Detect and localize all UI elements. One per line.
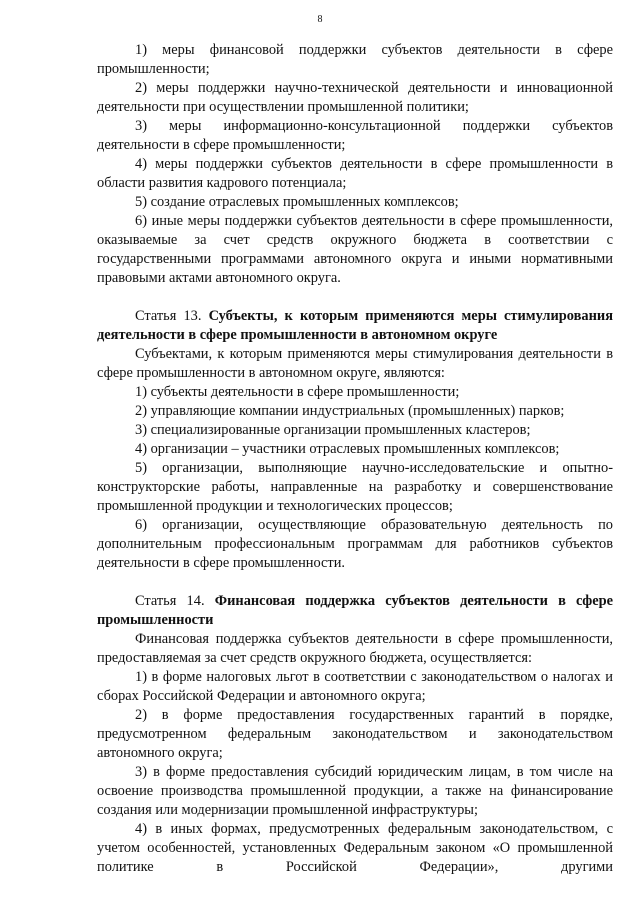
list-item: 5) создание отраслевых промышленных комплексов; xyxy=(135,194,459,210)
article-number: Статья 13. xyxy=(135,308,202,324)
article-13 xyxy=(97,307,613,573)
list-item: 1) в форме налоговых льгот в соответствии с законодательством о налогах и сборах Российской Федерации и автономного округа; xyxy=(97,669,613,704)
list-item: 2) меры поддержки научно-технической деятельности и инновационной деятельности при осуществлении промышленной политики; xyxy=(97,80,613,115)
article-title: Финансовая поддержка субъектов деятельности в сфере промышленности xyxy=(97,593,613,628)
list-item: 3) специализированные организации промышленных кластеров; xyxy=(135,422,531,438)
section-gap xyxy=(97,288,613,307)
document-body xyxy=(97,41,613,877)
article-intro: Финансовая поддержка субъектов деятельности в сфере промышленности, предоставляемая за счет средств окружного бюджета, осуществляется: xyxy=(97,631,613,666)
article-number: Статья 14. xyxy=(135,593,205,609)
section-gap xyxy=(97,573,613,592)
page-number: 8 xyxy=(317,14,323,25)
list-item: 5) организации, выполняющие научно-исследовательские и опытно-конструкторские работы, направленные на разработку и совершенствование промышленной продукции и технологических процессов; xyxy=(97,460,613,514)
list-item: 4) в иных формах, предусмотренных федеральным законодательством, с учетом особенностей, установленных Федеральным законом «О промышленной политике в Российской Федерации», другими xyxy=(97,821,613,875)
list-item: 6) иные меры поддержки субъектов деятельности в сфере промышленности, оказываемые за счет средств окружного бюджета в соответствии с государственными программами автономного округа и иными нормативными правовыми актами автономного округа. xyxy=(97,213,613,286)
list-item: 1) меры финансовой поддержки субъектов деятельности в сфере промышленности; xyxy=(97,42,613,77)
list-item: 3) меры информационно-консультационной поддержки субъектов деятельности в сфере промышленности; xyxy=(97,118,613,153)
article-14 xyxy=(97,592,613,877)
list-item: 2) в форме предоставления государственных гарантий в порядке, предусмотренном федеральным законодательством и законодательством автономного округа; xyxy=(97,707,613,761)
list-item: 4) меры поддержки субъектов деятельности в сфере промышленности в области развития кадрового потенциала; xyxy=(97,156,613,191)
list-item: 6) организации, осуществляющие образовательную деятельность по дополнительным профессиональным программам для работников субъектов деятельности в сфере промышленности. xyxy=(97,517,613,571)
list-item: 1) субъекты деятельности в сфере промышленности; xyxy=(135,384,460,400)
article-intro: Субъектами, к которым применяются меры стимулирования деятельности в сфере промышленности в автономном округе, являются: xyxy=(97,346,613,381)
list-item: 3) в форме предоставления субсидий юридическим лицам, в том числе на освоение производства промышленной продукции, а также на финансирование создания или модернизации промышленной инфраструктуры; xyxy=(97,764,613,818)
article-heading xyxy=(97,307,613,345)
list-item: 4) организации – участники отраслевых промышленных комплексов; xyxy=(135,441,560,457)
support-measures-list xyxy=(97,41,613,288)
list-item: 2) управляющие компании индустриальных (промышленных) парков; xyxy=(135,403,565,419)
article-heading xyxy=(97,592,613,630)
article-title: Субъекты, к которым применяются меры стимулирования деятельности в сфере промышленности в автономном округе xyxy=(97,308,613,343)
